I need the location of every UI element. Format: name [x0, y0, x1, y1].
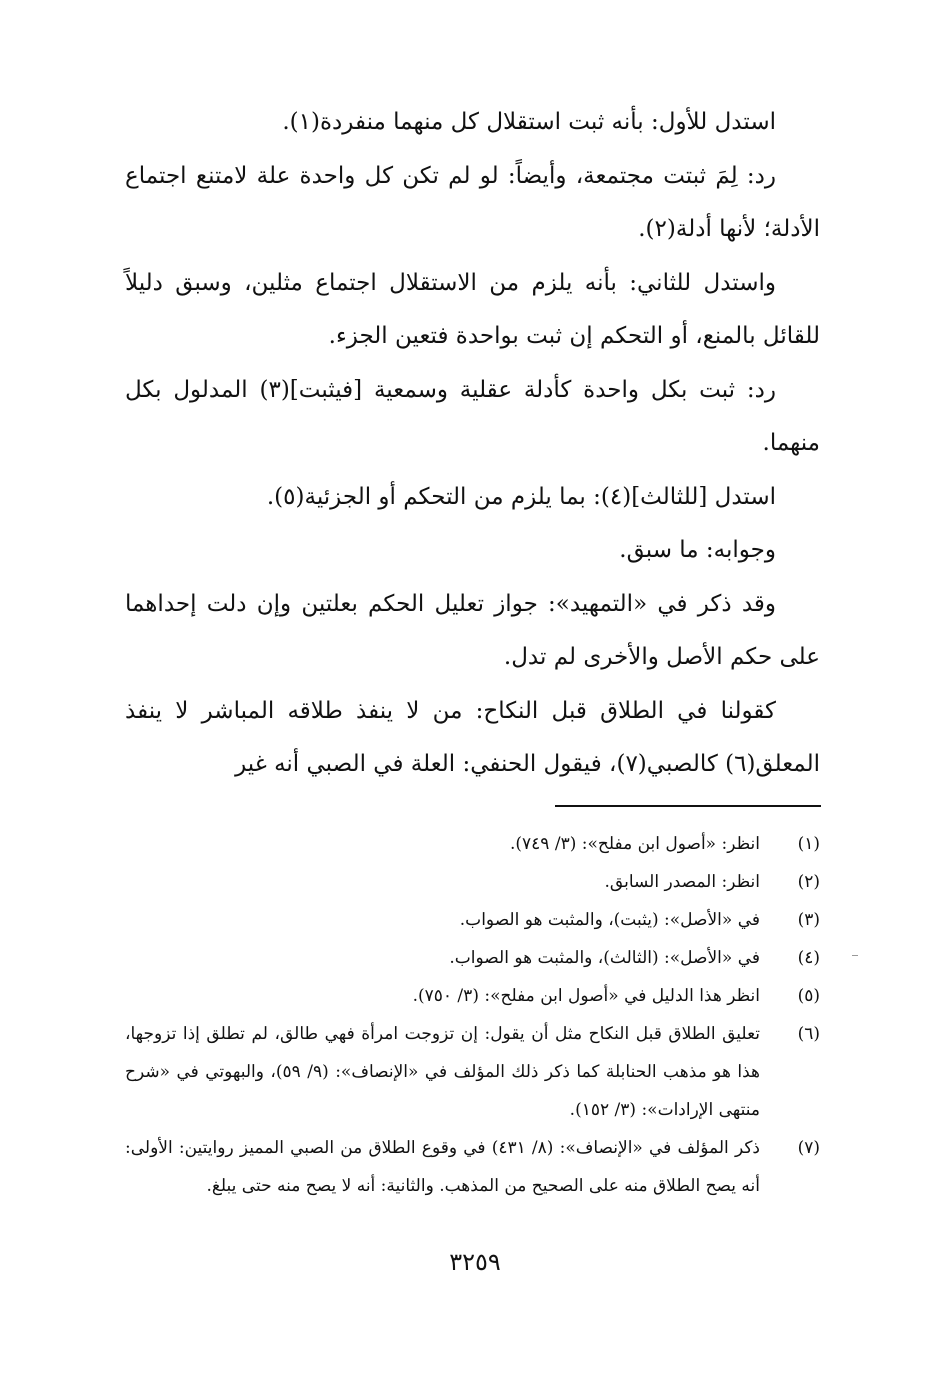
paragraph: وجوابه: ما سبق. — [619, 537, 776, 563]
footnote-number: (٦) — [797, 1024, 820, 1044]
footnote-text: انظر هذا الدليل في «أصول ابن مفلح»: (٣/ ٧٥٠). — [412, 986, 760, 1006]
footnote-text: تعليق الطلاق قبل النكاح مثل أن يقول: إن تزوجت امرأة فهي طالق، لم تطلق إذا تزوجها، هذا هو مذهب الحنابلة كما ذكر ذلك المؤلف في «الإنصاف»: (٩/ ٥٩)، والبهوتي في «شرح منتهى الإرادات»: (٣/ ١٥٢). — [125, 1024, 760, 1120]
paragraph: واستدل للثاني: بأنه يلزم من الاستقلال اجتماع مثلين، وسبق دليلاً للقائل بالمنع، أو التحكم إن ثبت بواحدة فتعين الجزء. — [125, 269, 820, 349]
paragraph: كقولنا في الطلاق قبل النكاح: من لا ينفذ طلاقه المباشر لا ينفذ المعلق(٦) كالصبي(٧)، فيقول الحنفي: العلة في الصبي أنه غير — [125, 697, 820, 777]
footnote — [125, 825, 820, 863]
paragraph: استدل للأول: بأنه ثبت استقلال كل منهما منفردة(١). — [282, 109, 776, 135]
footnote-number: (٣) — [797, 910, 820, 930]
footnote — [125, 901, 820, 939]
footnote-text: في «الأصل»: (يثبت)، والمثبت هو الصواب. — [459, 910, 760, 930]
footnote-text: في «الأصل»: (الثالث)، والمثبت هو الصواب. — [449, 948, 760, 968]
paragraph: رد: لِمَ ثبتت مجتمعة، وأيضاً: لو لم تكن كل واحدة علة لامتنع اجتماع الأدلة؛ لأنها أدلة(٢). — [125, 162, 820, 242]
footnote-text: انظر: «أصول ابن مفلح»: (٣/ ٧٤٩). — [509, 834, 760, 854]
page-number: ٣٢٥٩ — [449, 1248, 501, 1276]
paragraph: رد: ثبت بكل واحدة كأدلة عقلية وسمعية [فيثبت](٣) المدلول بكل منهما. — [125, 376, 820, 456]
footnote-separator — [555, 805, 821, 807]
footnote — [125, 939, 820, 977]
paragraph: وقد ذكر في «التمهيد»: جواز تعليل الحكم بعلتين وإن دلت إحداهما على حكم الأصل والأخرى لم تدل. — [125, 590, 820, 670]
scan-artifact — [852, 955, 858, 956]
footnote — [125, 977, 820, 1015]
main-text-body — [125, 96, 820, 792]
footnote-text: ذكر المؤلف في «الإنصاف»: (٨/ ٤٣١) في وقوع الطلاق من الصبي المميز روايتين: الأولى: أنه يصح الطلاق منه على الصحيح من المذهب. والثانية: أنه لا يصح منه حتى يبلغ. — [125, 1138, 760, 1196]
paragraph: استدل [للثالث](٤): بما يلزم من التحكم أو الجزئية(٥). — [266, 483, 776, 510]
footnote-number: (٢) — [797, 872, 820, 892]
footnote — [125, 1129, 820, 1205]
footnote-number: (٥) — [797, 986, 820, 1006]
footnote-number: (١) — [797, 834, 820, 854]
footnote-number: (٧) — [797, 1138, 820, 1158]
footnote-number: (٤) — [797, 948, 820, 968]
footnote-text: انظر: المصدر السابق. — [604, 872, 760, 892]
footnote — [125, 863, 820, 901]
footnotes-section — [125, 825, 820, 1205]
footnote — [125, 1015, 820, 1129]
